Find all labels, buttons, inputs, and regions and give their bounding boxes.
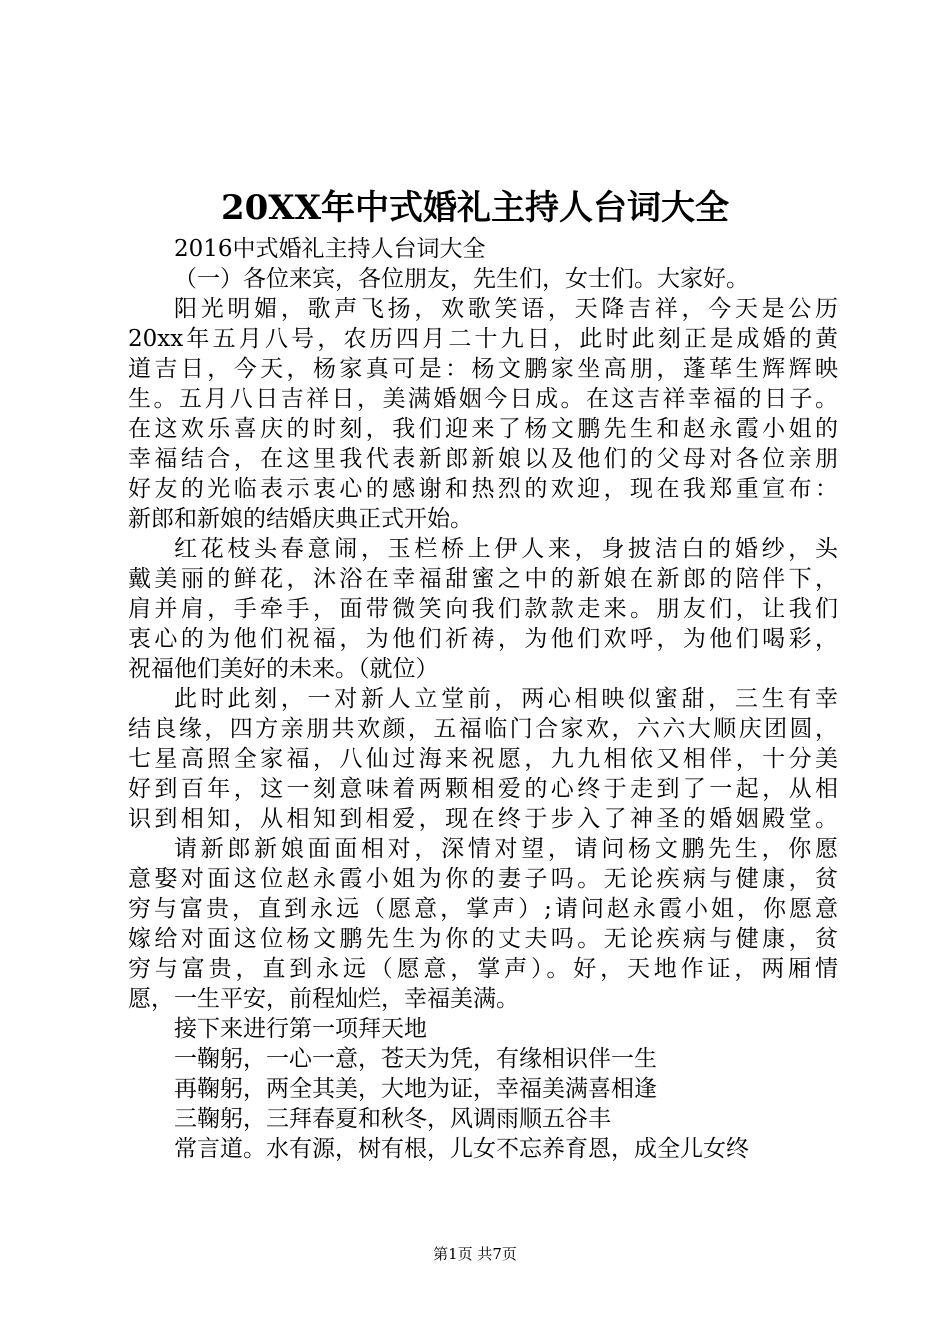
body-line: 新郎和新娘的结婚庆典正式开始。 — [128, 506, 473, 532]
body-line: 2016中式婚礼主持人台词大全 — [174, 236, 486, 262]
body-line: 阳光明媚，歌声飞扬，欢歌笑语，天降吉祥，今天是公历 — [174, 296, 838, 322]
body-line: 再鞠躬，两全其美，大地为证，幸福美满喜相逢 — [174, 1076, 657, 1102]
body-line: 七星高照全家福，八仙过海来祝愿，九九相依又相伴，十分美 — [128, 746, 838, 772]
body-line: 一鞠躬，一心一意，苍天为凭，有缘相识伴一生 — [174, 1046, 657, 1072]
document-body — [128, 234, 838, 1164]
body-line: 祝福他们美好的未来。（就位） — [128, 656, 439, 682]
body-line: 肩并肩，手牵手，面带微笑向我们款款走来。朋友们，让我们 — [128, 596, 838, 622]
body-line: 嫁给对面这位杨文鹏先生为你的丈夫吗。无论疾病与健康，贫 — [128, 926, 838, 952]
body-line: （一）各位来宾，各位朋友，先生们，女士们。大家好。 — [174, 266, 749, 292]
body-line: 三鞠躬，三拜春夏和秋冬，风调雨顺五谷丰 — [174, 1106, 611, 1132]
body-line: 在这欢乐喜庆的时刻，我们迎来了杨文鹏先生和赵永霞小姐的 — [128, 416, 838, 442]
body-line: 愿，一生平安，前程灿烂，幸福美满。 — [128, 986, 519, 1012]
body-line: 幸福结合，在这里我代表新郎新娘以及他们的父母对各位亲朋 — [128, 446, 838, 472]
body-line: 20xx年五月八号，农历四月二十九日，此时此刻正是成婚的黄 — [128, 326, 838, 352]
page-footer: 第1页 共7页 — [433, 1245, 517, 1263]
body-line: 好友的光临表示衷心的感谢和热烈的欢迎，现在我郑重宣布： — [128, 476, 838, 502]
body-line: 请新郎新娘面面相对，深情对望，请问杨文鹏先生，你愿 — [174, 836, 838, 862]
body-line: 识到相知，从相知到相爱，现在终于步入了神圣的婚姻殿堂。 — [128, 806, 838, 832]
body-line: 红花枝头春意闹，玉栏桥上伊人来，身披洁白的婚纱，头 — [174, 536, 838, 562]
body-line: 此时此刻，一对新人立堂前，两心相映似蜜甜，三生有幸 — [174, 686, 838, 712]
body-line: 常言道。水有源，树有根，儿女不忘养育恩，成全儿女终 — [174, 1136, 749, 1162]
document-title: 20XX年中式婚礼主持人台词大全 — [220, 188, 730, 228]
body-line: 意娶对面这位赵永霞小姐为你的妻子吗。无论疾病与健康，贫 — [128, 866, 838, 892]
body-line: 好到百年，这一刻意味着两颗相爱的心终于走到了一起，从相 — [128, 776, 838, 802]
body-line: 穷与富贵，直到永远（愿意，掌声）;请问赵永霞小姐，你愿意 — [128, 896, 838, 922]
body-line: 穷与富贵，直到永远（愿意，掌声）。好，天地作证，两厢情 — [128, 956, 838, 982]
body-line: 接下来进行第一项拜天地 — [174, 1016, 427, 1042]
body-line: 戴美丽的鲜花，沐浴在幸福甜蜜之中的新娘在新郎的陪伴下， — [128, 566, 838, 592]
body-line: 生。五月八日吉祥日，美满婚姻今日成。在这吉祥幸福的日子。 — [128, 386, 838, 412]
body-line: 衷心的为他们祝福，为他们祈祷，为他们欢呼，为他们喝彩， — [128, 626, 838, 652]
body-line: 结良缘，四方亲朋共欢颜，五福临门合家欢，六六大顺庆团圆， — [128, 716, 838, 742]
body-line: 道吉日，今天，杨家真可是：杨文鹏家坐高朋，蓬荜生辉辉映 — [128, 356, 838, 382]
